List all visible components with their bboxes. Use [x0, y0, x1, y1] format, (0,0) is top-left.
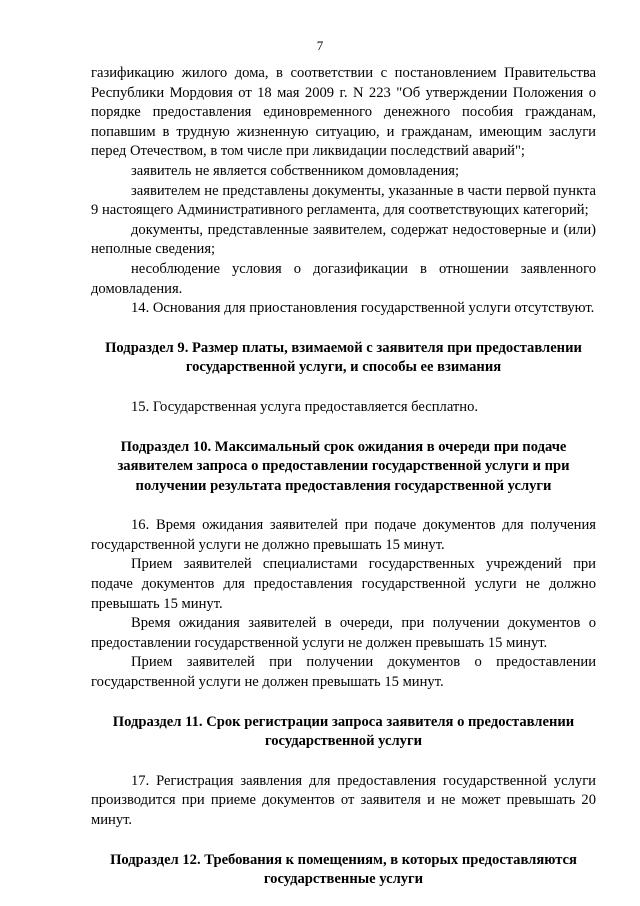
paragraph-documents-missing: заявителем не представлены документы, указанные в части первой пункта 9 настоящего Административного регламента, для соответствующих категорий;	[91, 182, 596, 219]
paragraph-documents-invalid: документы, представленные заявителем, содержат недостоверные и (или) неполные сведения;	[91, 221, 596, 258]
subsection-9-heading: Подраздел 9. Размер платы, взимаемой с заявителя при предоставлении государственной услуги, и способы ее взимания	[105, 339, 582, 376]
paragraph-gasification-grounds: газификацию жилого дома, в соответствии с постановлением Правительства Республики Мордовия от 18 мая 2009 г. N 223 "Об утверждении Положения о порядке предоставления единовременного денежного пособия гражданам, попавшим в трудную жизненную ситуацию, и гражданам, имеющим заслуги перед Отечеством, в том числе при ликвидации последствий аварий";	[91, 65, 596, 160]
paragraph-not-owner: заявитель не является собственником домовладения;	[131, 162, 460, 179]
page-number: 7	[316, 38, 324, 53]
subsection-10-heading: Подраздел 10. Максимальный срок ожидания в очереди при подаче заявителем запроса о предоставлении государственной услуги и при получении результата предоставления государственной услуги	[117, 438, 570, 494]
paragraph-item-16: 16. Время ожидания заявителей при подаче документов для получения государственной услуги не должно превышать 15 минут.	[91, 517, 596, 553]
paragraph-reception-receiving: Прием заявителей при получении документов о предоставлении государственной услуги не должен превышать 15 минут.	[91, 654, 596, 691]
subsection-11-heading: Подраздел 11. Срок регистрации запроса заявителя о предоставлении государственной услуги	[112, 713, 575, 750]
document-body	[91, 64, 596, 890]
paragraph-item-14: 14. Основания для приостановления государственной услуги отсутствуют.	[131, 300, 595, 317]
paragraph-reception-specialists: Прием заявителей специалистами государственных учреждений при подаче документов для предоставления государственной услуги не должно превышать 15 минут.	[91, 556, 596, 612]
paragraph-condition-violation: несоблюдение условия о догазификации в отношении заявленного домовладения.	[91, 260, 596, 297]
paragraph-item-15: 15. Государственная услуга предоставляется бесплатно.	[131, 398, 479, 415]
subsection-12-heading: Подраздел 12. Требования к помещениям, в которых предоставляются государственные услуги	[110, 851, 577, 888]
paragraph-queue-waiting: Время ожидания заявителей в очереди, при получении документов о предоставлении государственной услуги не должен превышать 15 минут.	[91, 615, 596, 651]
paragraph-item-17: 17. Регистрация заявления для предоставления государственной услуги производится при приеме документов от заявителя и не может превышать 20 минут.	[91, 772, 596, 828]
